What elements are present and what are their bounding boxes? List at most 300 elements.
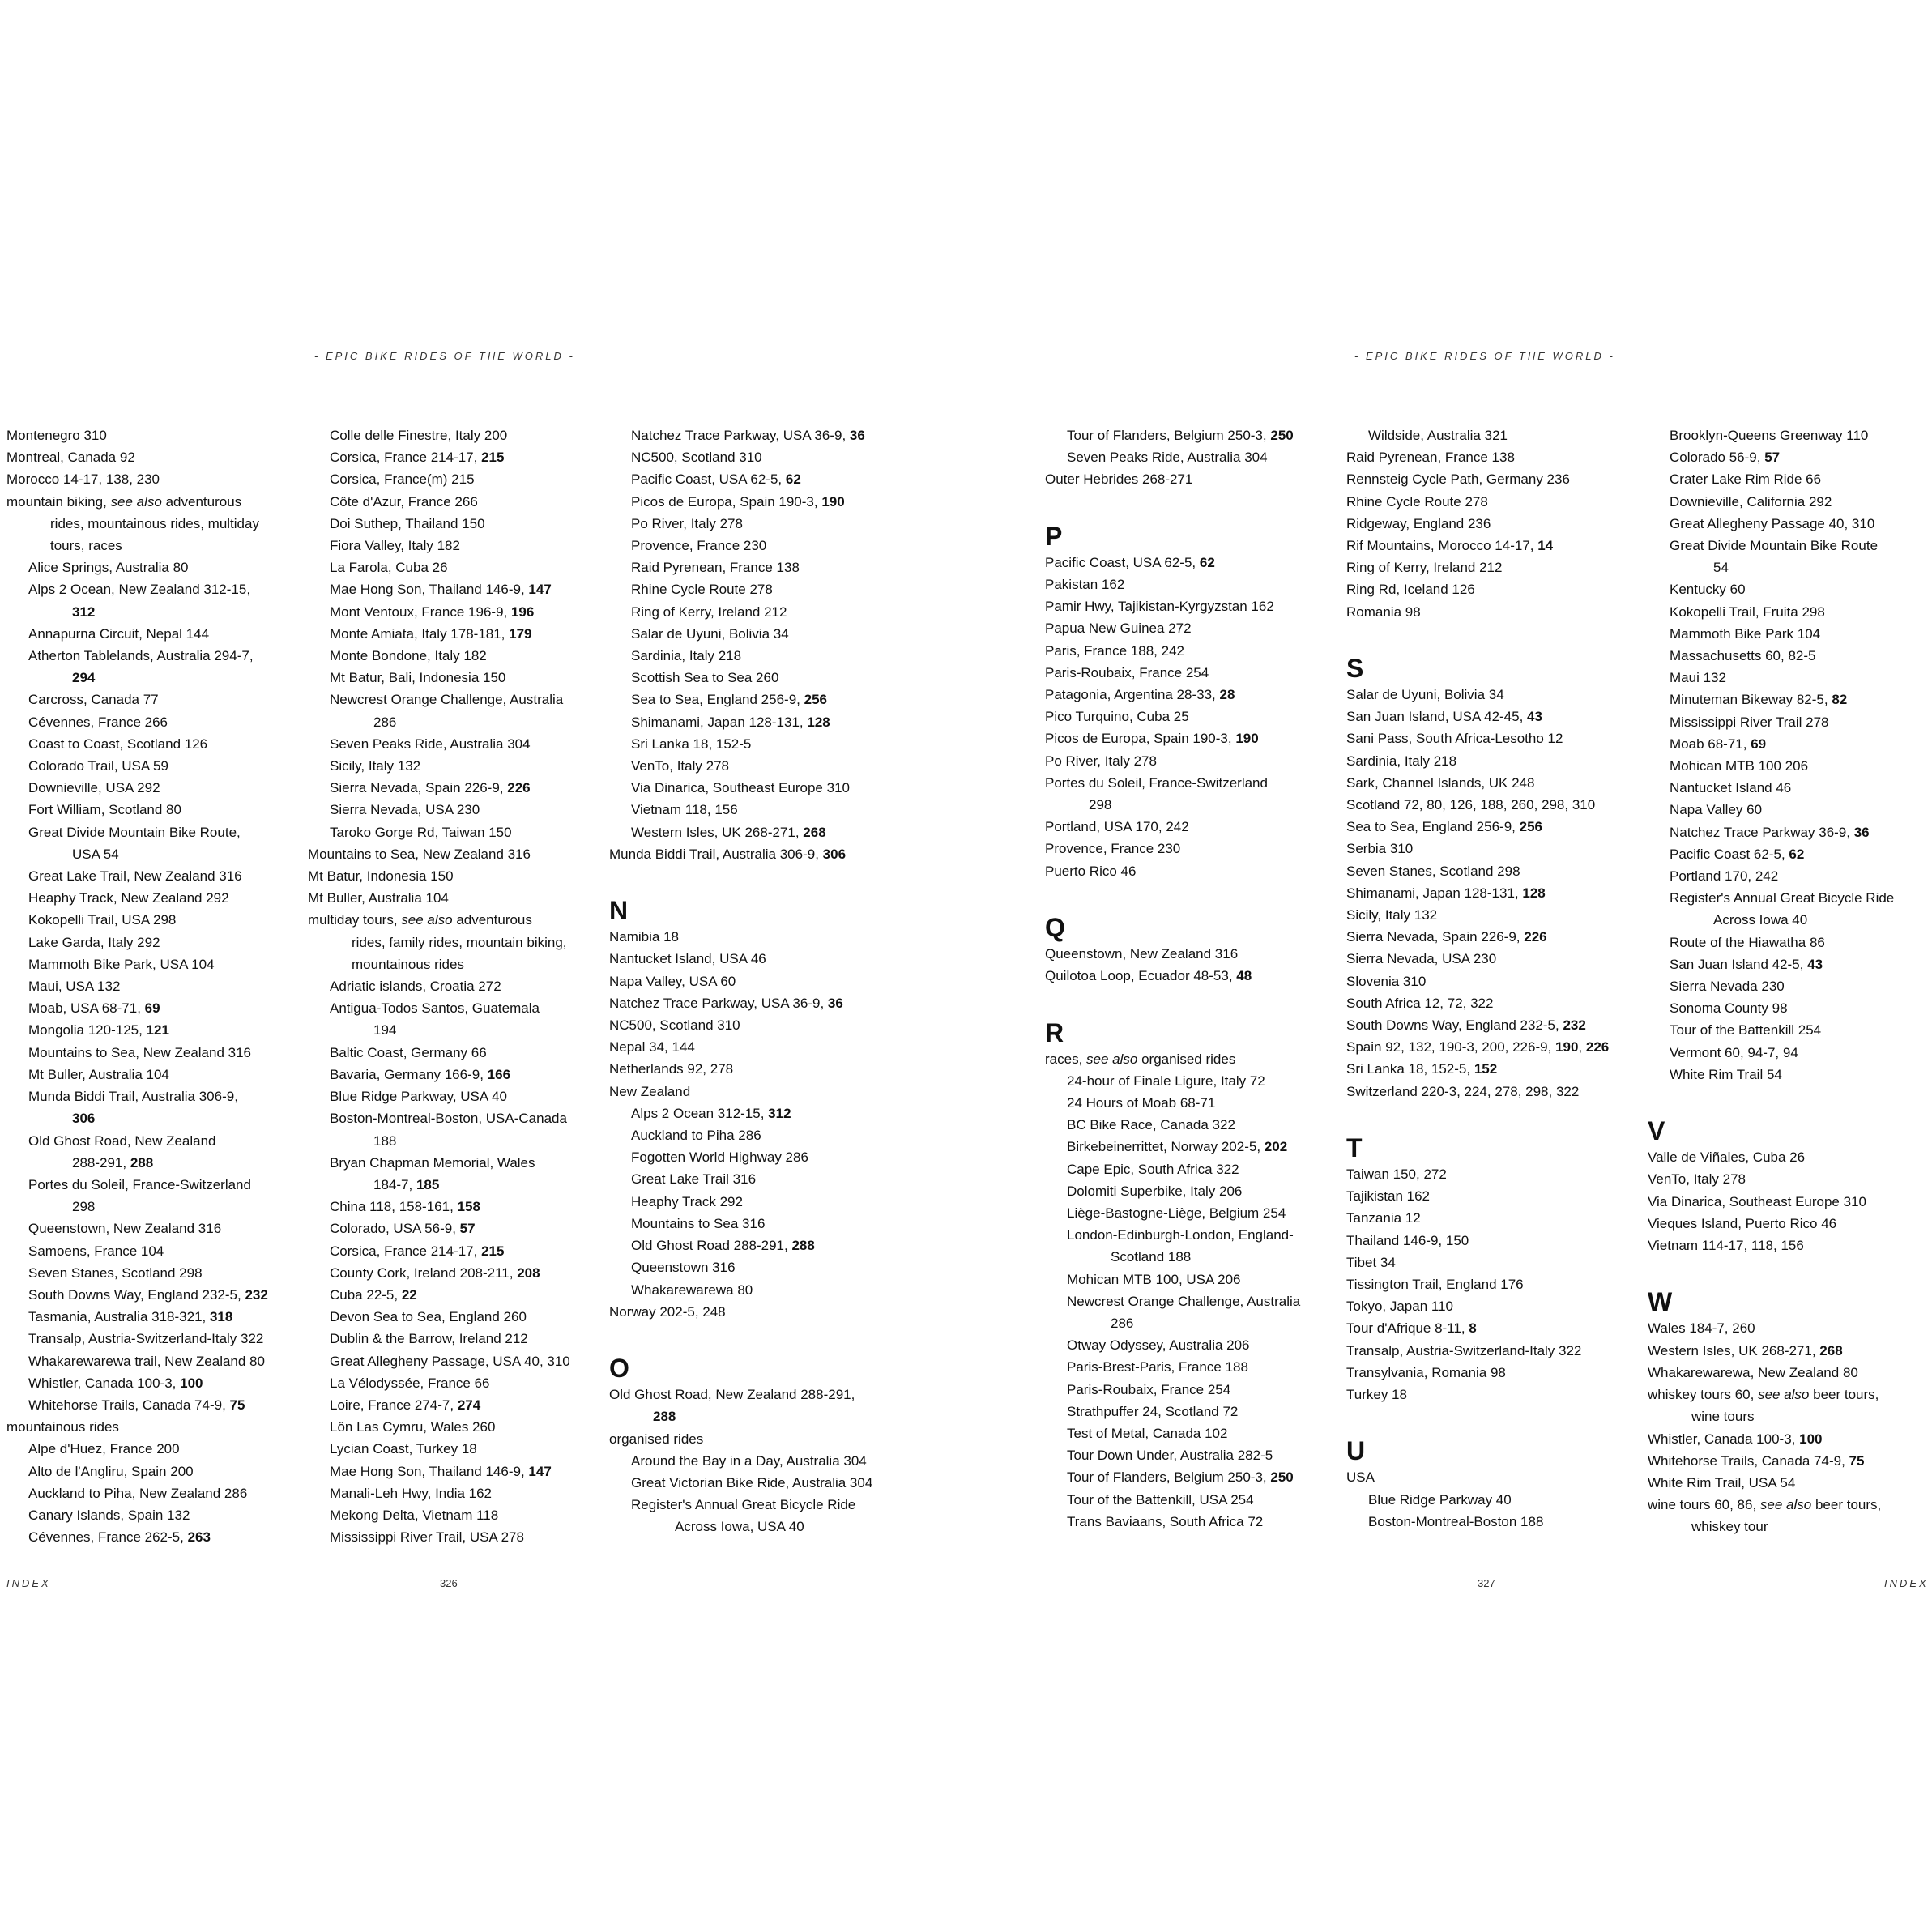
index-subentry: Alice Springs, Australia 80 — [28, 560, 189, 576]
index-subentry: Salar de Uyuni, Bolivia 34 — [631, 625, 789, 642]
index-subentry: Cévennes, France 262-5, 263 — [28, 1529, 211, 1546]
index-entry: VenTo, Italy 278 — [1648, 1171, 1746, 1188]
index-subentry: Corsica, France(m) 215 — [330, 471, 475, 488]
index-subentry: Auckland to Piha, New Zealand 286 — [28, 1485, 248, 1501]
index-entry: Ring of Kerry, Ireland 212 — [1346, 560, 1503, 576]
index-entry-continuation: tours, races — [50, 538, 122, 554]
index-subentry: Massachusetts 60, 82-5 — [1670, 648, 1816, 664]
index-subentry: Mammoth Bike Park 104 — [1670, 625, 1821, 642]
index-subentry: Register's Annual Great Bicycle Ride — [631, 1497, 856, 1513]
index-entry: Western Isles, UK 268-271, 268 — [1648, 1342, 1843, 1358]
index-subentry: BC Bike Race, Canada 322 — [1067, 1117, 1235, 1133]
index-subentry: Queenstown 316 — [631, 1260, 736, 1276]
index-entry: Vieques Island, Puerto Rico 46 — [1648, 1215, 1837, 1231]
index-subentry: Old Ghost Road, New Zealand — [28, 1132, 216, 1149]
index-subentry: San Juan Island 42-5, 43 — [1670, 956, 1823, 972]
index-entry: Ridgeway, England 236 — [1346, 515, 1491, 531]
section-letter-heading: S — [1346, 654, 1364, 684]
index-entry: Wales 184-7, 260 — [1648, 1320, 1755, 1337]
index-subentry: Shimanami, Japan 128-131, 128 — [631, 714, 830, 730]
page-number-right: 327 — [1478, 1577, 1495, 1589]
index-entry: Raid Pyrenean, France 138 — [1346, 450, 1515, 466]
index-subentry: Strathpuffer 24, Scotland 72 — [1067, 1403, 1239, 1419]
index-entry: Spain 92, 132, 190-3, 200, 226-9, 190, 226 — [1346, 1039, 1610, 1056]
index-subentry: Great Divide Mountain Bike Route, — [28, 824, 241, 840]
index-subentry: Mammoth Bike Park, USA 104 — [28, 956, 215, 972]
index-entry: Po River, Italy 278 — [1045, 753, 1157, 769]
index-subentry: Mohican MTB 100, USA 206 — [1067, 1271, 1241, 1287]
index-entry: Tokyo, Japan 110 — [1346, 1299, 1453, 1315]
index-entry: Namibia 18 — [609, 929, 679, 945]
index-subentry: Moab, USA 68-71, 69 — [28, 1000, 160, 1017]
index-subentry: Kentucky 60 — [1670, 582, 1746, 598]
index-subentry: Downieville, USA 292 — [28, 780, 160, 796]
index-subentry: Colorado Trail, USA 59 — [28, 758, 168, 774]
index-entry: Rif Mountains, Morocco 14-17, 14 — [1346, 538, 1554, 554]
index-entry: NC500, Scotland 310 — [609, 1017, 740, 1034]
index-entry: Sardinia, Italy 218 — [1346, 753, 1457, 769]
index-subentry: Loire, France 274-7, 274 — [330, 1397, 481, 1413]
index-subentry: Mountains to Sea, New Zealand 316 — [28, 1044, 252, 1060]
index-entry: Via Dinarica, Southeast Europe 310 — [1648, 1193, 1866, 1209]
index-subentry: Auckland to Piha 286 — [631, 1128, 761, 1144]
index-subentry: Rhine Cycle Route 278 — [631, 582, 773, 598]
index-subentry: Downieville, California 292 — [1670, 493, 1832, 510]
index-subentry: Sri Lanka 18, 152-5 — [631, 736, 752, 752]
index-entry: Nepal 34, 144 — [609, 1039, 695, 1056]
index-entry: mountainous rides — [6, 1419, 119, 1435]
index-entry: Sri Lanka 18, 152-5, 152 — [1346, 1061, 1498, 1077]
index-entry: Portes du Soleil, France-Switzerland — [1045, 774, 1268, 791]
index-subentry: Minuteman Bikeway 82-5, 82 — [1670, 692, 1848, 708]
index-subentry: Sierra Nevada, USA 230 — [330, 802, 480, 818]
index-subentry: Natchez Trace Parkway 36-9, 36 — [1670, 824, 1870, 840]
index-subentry: Paris-Brest-Paris, France 188 — [1067, 1359, 1248, 1375]
index-entry: Pamir Hwy, Tajikistan-Kyrgyzstan 162 — [1045, 599, 1274, 615]
index-subentry: Bavaria, Germany 166-9, 166 — [330, 1066, 511, 1082]
index-subentry: Great Lake Trail, New Zealand 316 — [28, 868, 242, 885]
index-subentry: Cape Epic, South Africa 322 — [1067, 1161, 1239, 1177]
index-entry: Whakarewarewa, New Zealand 80 — [1648, 1364, 1858, 1380]
index-subentry: Mississippi River Trail 278 — [1670, 714, 1829, 730]
index-entry-continuation: 184-7, 185 — [373, 1176, 440, 1192]
index-subentry: Atherton Tablelands, Australia 294-7, — [28, 648, 254, 664]
index-entry: Norway 202-5, 248 — [609, 1303, 726, 1320]
index-subentry: Boston-Montreal-Boston, USA-Canada — [330, 1111, 567, 1127]
index-entry: Serbia 310 — [1346, 841, 1414, 857]
index-subentry: Carcross, Canada 77 — [28, 692, 159, 708]
index-subentry: Alps 2 Ocean, New Zealand 312-15, — [28, 582, 251, 598]
index-subentry: Vermont 60, 94-7, 94 — [1670, 1044, 1798, 1060]
index-subentry: Fiora Valley, Italy 182 — [330, 538, 460, 554]
index-subentry: Brooklyn-Queens Greenway 110 — [1670, 428, 1869, 443]
index-subentry: Dublin & the Barrow, Ireland 212 — [330, 1331, 528, 1347]
index-entry: Tour d'Afrique 8-11, 8 — [1346, 1320, 1477, 1337]
index-entry: Patagonia, Argentina 28-33, 28 — [1045, 687, 1235, 703]
section-letter-heading: Q — [1045, 913, 1065, 943]
index-entry: Tajikistan 162 — [1346, 1188, 1431, 1205]
index-entry: Transalp, Austria-Switzerland-Italy 322 — [1346, 1342, 1582, 1358]
index-entry: Taiwan 150, 272 — [1346, 1166, 1447, 1183]
index-subentry: Seven Stanes, Scotland 298 — [28, 1265, 203, 1281]
index-subentry: Via Dinarica, Southeast Europe 310 — [631, 780, 850, 796]
index-subentry: Scottish Sea to Sea 260 — [631, 670, 779, 686]
index-subentry: Otway Odyssey, Australia 206 — [1067, 1337, 1250, 1354]
index-subentry: Portes du Soleil, France-Switzerland — [28, 1176, 251, 1192]
index-subentry: London-Edinburgh-London, England- — [1067, 1227, 1294, 1243]
section-letter-heading: P — [1045, 521, 1063, 551]
index-entry: Shimanami, Japan 128-131, 128 — [1346, 885, 1546, 901]
index-subentry: Alto de l'Angliru, Spain 200 — [28, 1463, 194, 1479]
index-subentry: Mississippi River Trail, USA 278 — [330, 1529, 524, 1546]
index-column-1 — [6, 424, 298, 1548]
index-entry: San Juan Island, USA 42-45, 43 — [1346, 709, 1542, 725]
index-subentry: Adriatic islands, Croatia 272 — [330, 979, 501, 995]
index-entry: Netherlands 92, 278 — [609, 1061, 734, 1077]
index-entry: Switzerland 220-3, 224, 278, 298, 322 — [1346, 1083, 1580, 1099]
index-entry: New Zealand — [609, 1083, 691, 1099]
index-subentry: Bryan Chapman Memorial, Wales — [330, 1154, 535, 1171]
index-subentry: Ring of Kerry, Ireland 212 — [631, 603, 787, 620]
index-subentry: County Cork, Ireland 208-211, 208 — [330, 1265, 540, 1281]
index-subentry: Raid Pyrenean, France 138 — [631, 560, 800, 576]
index-entry: Napa Valley, USA 60 — [609, 973, 736, 989]
index-subentry: Mountains to Sea 316 — [631, 1215, 766, 1231]
index-subentry: Dolomiti Superbike, Italy 206 — [1067, 1183, 1243, 1199]
index-entry: wine tours 60, 86, see also beer tours, — [1648, 1497, 1882, 1513]
index-entry: Portland, USA 170, 242 — [1045, 819, 1189, 835]
index-subentry: Blue Ridge Parkway 40 — [1368, 1491, 1512, 1508]
index-entry-continuation: 298 — [72, 1199, 96, 1215]
index-subentry: Tour of Flanders, Belgium 250-3, 250 — [1067, 1469, 1294, 1486]
index-column-2 — [308, 424, 599, 1548]
index-entry-continuation: Across Iowa, USA 40 — [675, 1519, 804, 1535]
index-subentry: Seven Peaks Ride, Australia 304 — [330, 736, 531, 752]
index-subentry: Taroko Gorge Rd, Taiwan 150 — [330, 824, 512, 840]
index-subentry: Canary Islands, Spain 132 — [28, 1507, 190, 1523]
section-spacer — [1648, 1085, 1928, 1107]
index-entry: Paris, France 188, 242 — [1045, 642, 1184, 659]
index-subentry: Monte Amiata, Italy 178-181, 179 — [330, 625, 532, 642]
index-entry: Slovenia 310 — [1346, 973, 1427, 989]
index-entry: Sicily, Italy 132 — [1346, 907, 1438, 923]
index-entry-continuation: mountainous rides — [352, 956, 464, 972]
index-subentry: Around the Bay in a Day, Australia 304 — [631, 1452, 867, 1469]
index-subentry: Lycian Coast, Turkey 18 — [330, 1441, 477, 1457]
section-spacer — [609, 865, 901, 887]
index-subentry: Corsica, France 214-17, 215 — [330, 1243, 505, 1259]
index-entry: Quilotoa Loop, Ecuador 48-53, 48 — [1045, 968, 1252, 984]
index-subentry: Monte Bondone, Italy 182 — [330, 648, 487, 664]
index-entry-continuation: 286 — [373, 714, 397, 730]
index-entry: Salar de Uyuni, Bolivia 34 — [1346, 687, 1504, 703]
index-entry: Pico Turquino, Cuba 25 — [1045, 709, 1189, 725]
index-subentry: Napa Valley 60 — [1670, 802, 1763, 818]
index-subentry: Coast to Coast, Scotland 126 — [28, 736, 208, 752]
index-subentry: Mohican MTB 100 206 — [1670, 758, 1809, 774]
index-subentry: Picos de Europa, Spain 190-3, 190 — [631, 493, 845, 510]
section-letter-heading: O — [609, 1354, 629, 1384]
index-subentry: Mongolia 120-125, 121 — [28, 1022, 169, 1039]
section-spacer — [1648, 1256, 1928, 1278]
index-subentry: Cévennes, France 266 — [28, 714, 168, 730]
index-subentry: Moab 68-71, 69 — [1670, 736, 1767, 752]
index-entry: races, see also organised rides — [1045, 1051, 1236, 1067]
index-entry: Natchez Trace Parkway, USA 36-9, 36 — [609, 995, 843, 1011]
index-entry: Whistler, Canada 100-3, 100 — [1648, 1431, 1823, 1447]
index-subentry: 24-hour of Finale Ligure, Italy 72 — [1067, 1073, 1265, 1089]
index-entry: whiskey tours 60, see also beer tours, — [1648, 1387, 1879, 1403]
index-entry: USA — [1346, 1469, 1375, 1486]
page-number-left: 326 — [440, 1577, 458, 1589]
index-entry: Pakistan 162 — [1045, 577, 1125, 592]
index-subentry: Mae Hong Son, Thailand 146-9, 147 — [330, 1463, 552, 1479]
index-subentry: Great Lake Trail 316 — [631, 1171, 757, 1188]
index-entry-continuation: whiskey tour — [1691, 1519, 1768, 1535]
index-subentry: Devon Sea to Sea, England 260 — [330, 1309, 527, 1325]
index-subentry: Côte d'Azur, France 266 — [330, 493, 478, 510]
index-subentry: Munda Biddi Trail, Australia 306-9, — [28, 1089, 238, 1105]
index-subentry: Doi Suthep, Thailand 150 — [330, 515, 485, 531]
index-subentry: Fort William, Scotland 80 — [28, 802, 181, 818]
section-spacer — [1346, 623, 1638, 645]
index-subentry: Tasmania, Australia 318-321, 318 — [28, 1309, 233, 1325]
index-subentry: Fogotten World Highway 286 — [631, 1149, 808, 1166]
index-subentry: Wildside, Australia 321 — [1368, 428, 1508, 443]
index-entry-continuation: USA 54 — [72, 846, 119, 862]
index-column-5 — [1346, 424, 1638, 1533]
index-subentry: Mt Buller, Australia 104 — [28, 1066, 169, 1082]
running-head-left: - EPIC BIKE RIDES OF THE WORLD - — [314, 350, 575, 362]
index-entry: Rennsteig Cycle Path, Germany 236 — [1346, 471, 1570, 488]
index-subentry: La Vélodyssée, France 66 — [330, 1375, 490, 1391]
index-subentry: La Farola, Cuba 26 — [330, 560, 448, 576]
index-subentry: Whakarewarewa trail, New Zealand 80 — [28, 1353, 265, 1369]
footer-index-label-left: INDEX — [6, 1577, 51, 1589]
index-subentry: Alps 2 Ocean 312-15, 312 — [631, 1105, 791, 1121]
index-subentry: China 118, 158-161, 158 — [330, 1199, 480, 1215]
index-entry: Papua New Guinea 272 — [1045, 621, 1192, 637]
index-subentry: Sierra Nevada 230 — [1670, 979, 1785, 995]
index-entry: Morocco 14-17, 138, 230 — [6, 471, 160, 488]
index-column-4 — [1045, 424, 1337, 1533]
index-subentry: Great Allegheny Passage, USA 40, 310 — [330, 1353, 570, 1369]
index-subentry: Mae Hong Son, Thailand 146-9, 147 — [330, 582, 552, 598]
index-subentry: Manali-Leh Hwy, India 162 — [330, 1485, 493, 1501]
index-entry: Transylvania, Romania 98 — [1346, 1364, 1506, 1380]
index-subentry: Antigua-Todos Santos, Guatemala — [330, 1000, 540, 1017]
index-entry: Munda Biddi Trail, Australia 306-9, 306 — [609, 846, 847, 862]
index-subentry: Whistler, Canada 100-3, 100 — [28, 1375, 203, 1391]
index-subentry: Portland 170, 242 — [1670, 868, 1779, 885]
index-entry-continuation: wine tours — [1691, 1409, 1755, 1425]
index-entry: Montenegro 310 — [6, 428, 107, 443]
index-entry: Old Ghost Road, New Zealand 288-291, — [609, 1387, 855, 1403]
index-entry: Turkey 18 — [1346, 1387, 1407, 1403]
running-head-right: - EPIC BIKE RIDES OF THE WORLD - — [1354, 350, 1615, 362]
index-subentry: Queenstown, New Zealand 316 — [28, 1221, 222, 1237]
index-entry: Sierra Nevada, USA 230 — [1346, 951, 1497, 967]
index-subentry: Pacific Coast 62-5, 62 — [1670, 846, 1805, 862]
index-entry-continuation: Across Iowa 40 — [1713, 912, 1808, 928]
index-entry: Tibet 34 — [1346, 1254, 1396, 1270]
index-entry: Nantucket Island, USA 46 — [609, 951, 766, 967]
index-subentry: Sea to Sea, England 256-9, 256 — [631, 692, 827, 708]
index-subentry: White Rim Trail 54 — [1670, 1066, 1782, 1082]
index-entry: Puerto Rico 46 — [1045, 863, 1137, 879]
section-spacer — [1045, 882, 1337, 904]
index-subentry: Transalp, Austria-Switzerland-Italy 322 — [28, 1331, 264, 1347]
index-entry: organised rides — [609, 1431, 704, 1447]
index-entry: Montreal, Canada 92 — [6, 450, 135, 466]
index-subentry: Tour Down Under, Australia 282-5 — [1067, 1448, 1273, 1464]
index-subentry: Seven Peaks Ride, Australia 304 — [1067, 450, 1268, 466]
section-letter-heading: N — [609, 896, 629, 926]
index-subentry: Newcrest Orange Challenge, Australia — [1067, 1293, 1301, 1309]
index-subentry: Blue Ridge Parkway, USA 40 — [330, 1089, 507, 1105]
index-entry: Romania 98 — [1346, 603, 1421, 620]
index-entry-continuation: rides, family rides, mountain biking, — [352, 934, 567, 950]
index-subentry: South Downs Way, England 232-5, 232 — [28, 1286, 268, 1303]
index-entry: Seven Stanes, Scotland 298 — [1346, 863, 1520, 879]
index-entry-continuation: 54 — [1713, 560, 1729, 576]
section-letter-heading: W — [1648, 1287, 1673, 1317]
footer-index-label-right: INDEX — [1884, 1577, 1929, 1589]
index-subentry: Boston-Montreal-Boston 188 — [1368, 1513, 1544, 1529]
index-entry-continuation: 312 — [72, 603, 96, 620]
index-entry: Thailand 146-9, 150 — [1346, 1232, 1469, 1248]
section-spacer — [1045, 987, 1337, 1009]
index-subentry: Birkebeinerrittet, Norway 202-5, 202 — [1067, 1139, 1288, 1155]
section-spacer — [1346, 1405, 1638, 1427]
index-subentry: Heaphy Track 292 — [631, 1193, 743, 1209]
index-subentry: Tour of the Battenkill 254 — [1670, 1022, 1822, 1039]
index-entry: Sark, Channel Islands, UK 248 — [1346, 774, 1535, 791]
index-subentry: Old Ghost Road 288-291, 288 — [631, 1238, 815, 1254]
section-spacer — [1346, 1102, 1638, 1124]
index-subentry: Mt Batur, Bali, Indonesia 150 — [330, 670, 506, 686]
index-subentry: Mekong Delta, Vietnam 118 — [330, 1507, 499, 1523]
index-subentry: Tour of the Battenkill, USA 254 — [1067, 1491, 1254, 1508]
index-entry-continuation: 306 — [72, 1111, 96, 1127]
index-subentry: Maui 132 — [1670, 670, 1726, 686]
index-subentry: Corsica, France 214-17, 215 — [330, 450, 505, 466]
index-subentry: Sardinia, Italy 218 — [631, 648, 742, 664]
index-subentry: Alpe d'Huez, France 200 — [28, 1441, 180, 1457]
index-subentry: Sonoma County 98 — [1670, 1000, 1788, 1017]
index-entry: Whitehorse Trails, Canada 74-9, 75 — [1648, 1452, 1865, 1469]
index-entry: multiday tours, see also adventurous — [308, 912, 532, 928]
index-entry-continuation: 298 — [1089, 797, 1112, 813]
index-entry: Mt Batur, Indonesia 150 — [308, 868, 454, 885]
index-column-6 — [1648, 424, 1928, 1538]
index-subentry: Maui, USA 132 — [28, 979, 121, 995]
section-letter-heading: V — [1648, 1116, 1665, 1146]
index-entry-continuation: 188 — [373, 1132, 397, 1149]
index-subentry: Trans Baviaans, South Africa 72 — [1067, 1513, 1264, 1529]
index-subentry: Whakarewarewa 80 — [631, 1282, 753, 1298]
index-subentry: Route of the Hiawatha 86 — [1670, 934, 1825, 950]
index-entry: Mountains to Sea, New Zealand 316 — [308, 846, 531, 862]
index-subentry: Natchez Trace Parkway, USA 36-9, 36 — [631, 428, 865, 443]
index-entry: South Africa 12, 72, 322 — [1346, 995, 1494, 1011]
index-subentry: Kokopelli Trail, Fruita 298 — [1670, 603, 1825, 620]
index-subentry: Lake Garda, Italy 292 — [28, 934, 160, 950]
index-entry: Valle de Viñales, Cuba 26 — [1648, 1149, 1806, 1166]
index-entry: Tissington Trail, England 176 — [1346, 1277, 1524, 1293]
index-subentry: Provence, France 230 — [631, 538, 767, 554]
index-subentry: Annapurna Circuit, Nepal 144 — [28, 625, 210, 642]
index-subentry: Great Divide Mountain Bike Route — [1670, 538, 1879, 554]
index-subentry: Vietnam 118, 156 — [631, 802, 738, 818]
index-subentry: Lôn Las Cymru, Wales 260 — [330, 1419, 496, 1435]
index-entry-continuation: 288-291, 288 — [72, 1154, 154, 1171]
index-entry: Outer Hebrides 268-271 — [1045, 471, 1193, 488]
index-entry: Queenstown, New Zealand 316 — [1045, 946, 1239, 962]
index-entry: Sea to Sea, England 256-9, 256 — [1346, 819, 1542, 835]
index-subentry: Colorado 56-9, 57 — [1670, 450, 1781, 466]
index-entry: Pacific Coast, USA 62-5, 62 — [1045, 554, 1215, 570]
index-subentry: Tour of Flanders, Belgium 250-3, 250 — [1067, 428, 1294, 443]
index-subentry: Heaphy Track, New Zealand 292 — [28, 890, 229, 906]
index-entry: Vietnam 114-17, 118, 156 — [1648, 1238, 1804, 1254]
index-entry-continuation: 194 — [373, 1022, 397, 1039]
index-subentry: Register's Annual Great Bicycle Ride — [1670, 890, 1895, 906]
section-spacer — [1045, 491, 1337, 513]
index-subentry: Test of Metal, Canada 102 — [1067, 1426, 1228, 1442]
index-entry-continuation: 294 — [72, 670, 96, 686]
index-entry: mountain biking, see also adventurous — [6, 493, 242, 510]
index-subentry: Pacific Coast, USA 62-5, 62 — [631, 471, 801, 488]
index-subentry: VenTo, Italy 278 — [631, 758, 729, 774]
index-subentry: Liège-Bastogne-Liège, Belgium 254 — [1067, 1205, 1286, 1222]
index-entry: Ring Rd, Iceland 126 — [1346, 582, 1475, 598]
index-entry: Paris-Roubaix, France 254 — [1045, 664, 1209, 680]
index-subentry: Cuba 22-5, 22 — [330, 1286, 417, 1303]
index-subentry: Crater Lake Rim Ride 66 — [1670, 471, 1822, 488]
index-subentry: Great Victorian Bike Ride, Australia 304 — [631, 1474, 873, 1491]
index-subentry: Colle delle Finestre, Italy 200 — [330, 428, 508, 443]
index-entry-continuation: 288 — [653, 1409, 676, 1425]
index-entry: Scotland 72, 80, 126, 188, 260, 298, 310 — [1346, 797, 1596, 813]
index-subentry: Po River, Italy 278 — [631, 515, 743, 531]
index-entry: Tanzania 12 — [1346, 1210, 1421, 1226]
index-entry: Provence, France 230 — [1045, 841, 1181, 857]
section-spacer — [609, 1323, 901, 1345]
index-entry-continuation: 286 — [1111, 1316, 1134, 1332]
index-subentry: Great Allegheny Passage 40, 310 — [1670, 515, 1875, 531]
index-entry: Sani Pass, South Africa-Lesotho 12 — [1346, 731, 1563, 747]
index-subentry: Sicily, Italy 132 — [330, 758, 421, 774]
index-subentry: Sierra Nevada, Spain 226-9, 226 — [330, 780, 531, 796]
index-entry-continuation: Scotland 188 — [1111, 1249, 1192, 1265]
section-letter-heading: U — [1346, 1436, 1366, 1466]
index-subentry: NC500, Scotland 310 — [631, 450, 762, 466]
index-subentry: Colorado, USA 56-9, 57 — [330, 1221, 476, 1237]
index-subentry: Western Isles, UK 268-271, 268 — [631, 824, 826, 840]
index-subentry: Samoens, France 104 — [28, 1243, 164, 1259]
index-entry-continuation: rides, mountainous rides, multiday — [50, 515, 259, 531]
index-subentry: Paris-Roubaix, France 254 — [1067, 1381, 1231, 1397]
index-subentry: Whitehorse Trails, Canada 74-9, 75 — [28, 1397, 245, 1413]
index-subentry: Mont Ventoux, France 196-9, 196 — [330, 603, 535, 620]
index-subentry: Nantucket Island 46 — [1670, 780, 1792, 796]
index-subentry: 24 Hours of Moab 68-71 — [1067, 1095, 1216, 1111]
index-entry: South Downs Way, England 232-5, 232 — [1346, 1017, 1586, 1034]
index-column-3 — [609, 424, 901, 1538]
section-letter-heading: T — [1346, 1133, 1363, 1163]
index-entry: White Rim Trail, USA 54 — [1648, 1474, 1796, 1491]
